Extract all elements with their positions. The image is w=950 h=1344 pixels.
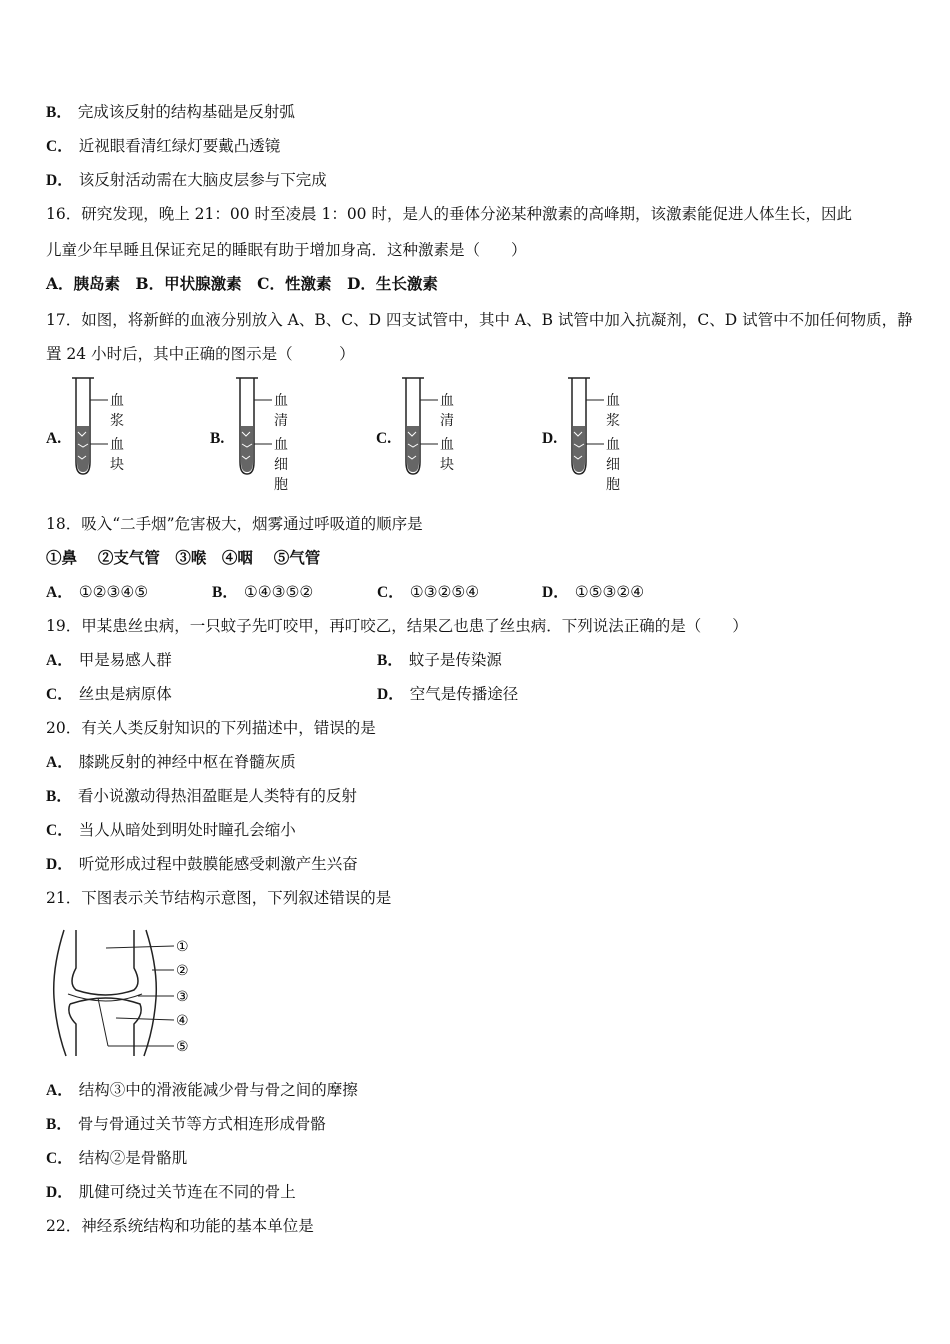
joint-label-1: ① <box>176 939 189 955</box>
test-tube-icon <box>68 374 108 484</box>
q19-option-c: C． 丝虫是病原体 <box>46 685 172 703</box>
q20-stem: 20．有关人类反射知识的下列描述中，错误的是 <box>46 719 376 737</box>
q16-stem-line1: 16．研究发现，晚上 21：00 时至凌晨 1：00 时，是人的垂体分泌某种激素的高峰期，该激素能促进人体生长，因此 <box>46 205 852 223</box>
q21-option-b: B． 骨与骨通过关节等方式相连形成骨骼 <box>46 1115 326 1133</box>
q20-option-d: D． 听觉形成过程中鼓膜能感受刺激产生兴奋 <box>46 855 358 873</box>
q15-option-d: D． 该反射活动需在大脑皮层参与下完成 <box>46 171 327 189</box>
q20-option-a: A． 膝跳反射的神经中枢在脊髓灰质 <box>46 753 296 771</box>
q19-option-d: D． 空气是传播途径 <box>377 685 519 703</box>
q21-option-c: C． 结构②是骨骼肌 <box>46 1149 188 1167</box>
joint-label-4: ④ <box>176 1013 189 1029</box>
joint-structure-figure <box>46 928 206 1062</box>
q18-stem: 18．吸入“二手烟”危害极大，烟雾通过呼吸道的顺序是 <box>46 515 423 533</box>
q19-stem: 19．甲某患丝虫病，一只蚊子先叮咬甲，再叮咬乙，结果乙也患了丝虫病．下列说法正确的是（ ） <box>46 617 748 635</box>
q17-tube-figures: A. 血浆 血块 B. 血清 血细胞 C. 血清 血块 D. 血浆 血细胞 <box>46 374 906 484</box>
q19-option-b: B． 蚊子是传染源 <box>377 651 502 669</box>
q18-options: A． ①②③④⑤ <box>46 583 149 601</box>
joint-diagram <box>46 928 206 1058</box>
test-tube-icon <box>398 374 438 484</box>
q16-stem-line2: 儿童少年早睡且保证充足的睡眠有助于增加身高．这种激素是（ ） <box>46 241 527 259</box>
test-tube-icon <box>232 374 272 484</box>
joint-label-2: ② <box>176 963 189 979</box>
q17-stem-line1: 17．如图，将新鲜的血液分别放入 A、B、C、D 四支试管中，其中 A、B 试管中加入抗凝剂，C、D 试管中不加任何物质，静 <box>46 311 913 329</box>
q21-stem: 21．下图表示关节结构示意图，下列叙述错误的是 <box>46 889 392 907</box>
q20-option-b: B． 看小说激动得热泪盈眶是人类特有的反射 <box>46 787 357 805</box>
q18-option-b: B． ①④③⑤② <box>212 583 314 601</box>
q21-option-d: D． 肌健可绕过关节连在不同的骨上 <box>46 1183 296 1201</box>
q17-stem-line2: 置 24 小时后，其中正确的图示是（ ） <box>46 345 355 363</box>
q19-option-a: A． 甲是易感人群 <box>46 651 172 669</box>
test-tube-icon <box>564 374 604 484</box>
q20-option-c: C． 当人从暗处到明处时瞳孔会缩小 <box>46 821 296 839</box>
q15-option-b: B． 完成该反射的结构基础是反射弧 <box>46 103 295 121</box>
q16-options: A．胰岛素 B．甲状腺激素 C．性激素 D．生长激素 <box>46 274 438 293</box>
q18-items: ①鼻 ②支气管 ③喉 ④咽 ⑤气管 <box>46 548 321 567</box>
q18-option-d: D． ①⑤③②④ <box>542 583 645 601</box>
q15-option-c: C． 近视眼看清红绿灯要戴凸透镜 <box>46 137 281 155</box>
q21-option-a: A． 结构③中的滑液能减少骨与骨之间的摩擦 <box>46 1081 358 1099</box>
joint-label-3: ③ <box>176 989 189 1005</box>
q22-stem: 22．神经系统结构和功能的基本单位是 <box>46 1217 314 1235</box>
q18-option-c: C． ①③②⑤④ <box>377 583 480 601</box>
joint-label-5: ⑤ <box>176 1039 189 1055</box>
